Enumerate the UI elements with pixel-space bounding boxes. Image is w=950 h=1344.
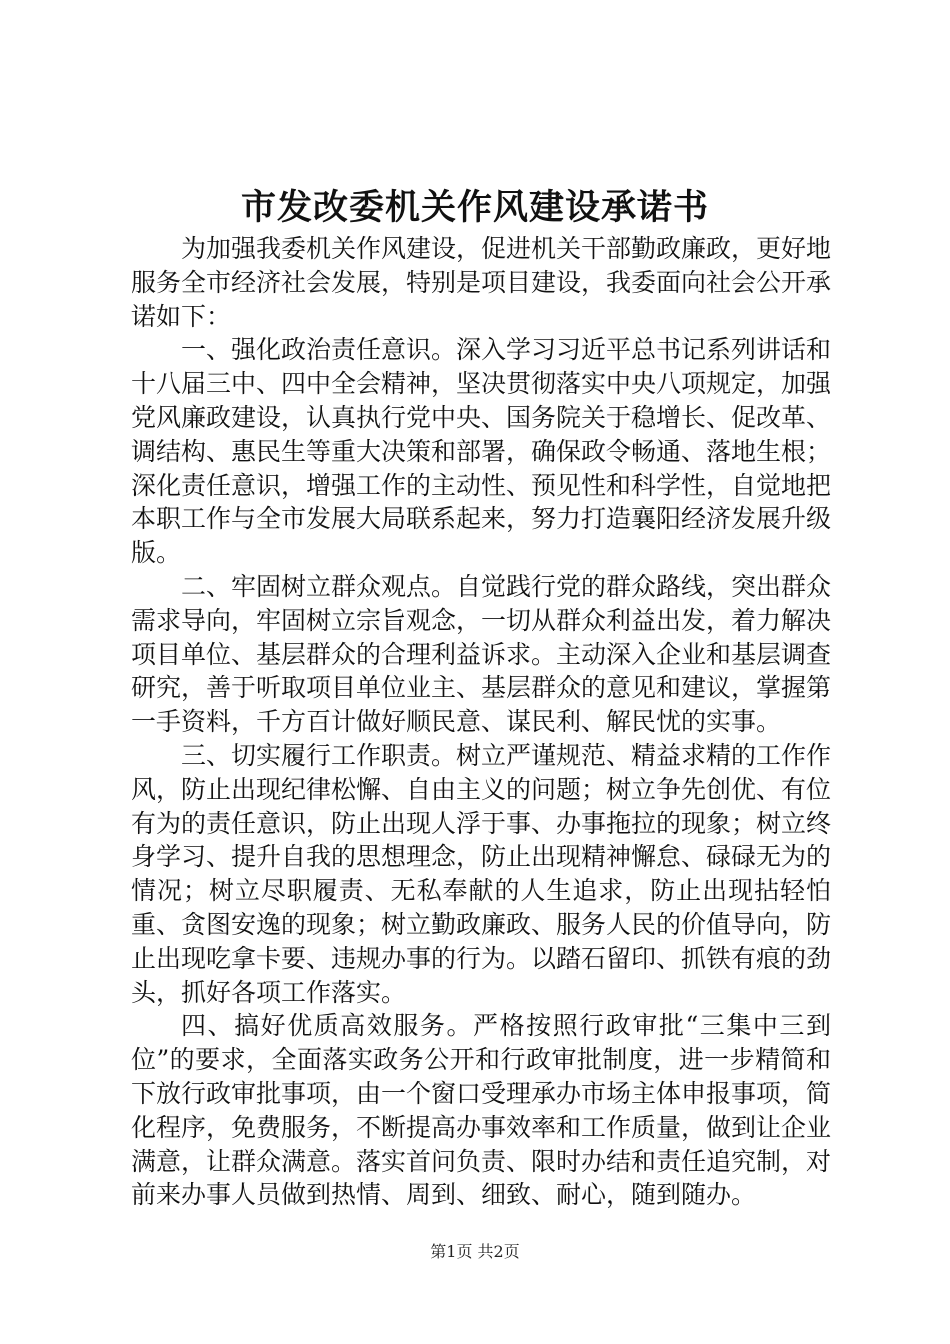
paragraph-intro: 为加强我委机关作风建设，促进机关干部勤政廉政，更好地服务全市经济社会发展，特别是项目建设，我委面向社会公开承诺如下： xyxy=(131,234,832,331)
paragraph-section-4: 四、搞好优质高效服务。严格按照行政审批“三集中三到位”的要求，全面落实政务公开和行政审批制度，进一步精简和下放行政审批事项，由一个窗口受理承办市场主体申报事项，简化程序，免费服务，不断提高办事效率和工作质量，做到让企业满意，让群众满意。落实首问负责、限时办结和责任追究制，对前来办事人员做到热情、周到、细致、耐心，随到随办。 xyxy=(131,1011,832,1210)
paragraph-section-3: 三、切实履行工作职责。树立严谨规范、精益求精的工作作风，防止出现纪律松懈、自由主义的问题；树立争先创优、有位有为的责任意识，防止出现人浮于事、办事拖拉的现象；树立终身学习、提升自我的思想理念，防止出现精神懈怠、碌碌无为的情况；树立尽职履责、无私奉献的人生追求，防止出现拈轻怕重、贪图安逸的现象；树立勤政廉政、服务人民的价值导向，防止出现吃拿卡要、违规办事的行为。以踏石留印、抓铁有痕的劲头，抓好各项工作落实。 xyxy=(131,740,832,1007)
document-body xyxy=(131,232,831,1212)
page-title: 市发改委机关作风建设承诺书 xyxy=(240,187,709,228)
paragraph-section-2: 二、牢固树立群众观点。自觉践行党的群众路线，突出群众需求导向，牢固树立宗旨观念，一切从群众利益出发，着力解决项目单位、基层群众的合理利益诉求。主动深入企业和基层调查研究，善于听取项目单位业主、基层群众的意见和建议，掌握第一手资料，千方百计做好顺民意、谋民利、解民忧的实事。 xyxy=(131,571,832,737)
paragraph-section-1: 一、强化政治责任意识。深入学习习近平总书记系列讲话和十八届三中、四中全会精神，坚决贯彻落实中央八项规定，加强党风廉政建设，认真执行党中央、国务院关于稳增长、促改革、调结构、惠民生等重大决策和部署，确保政令畅通、落地生根；深化责任意识，增强工作的主动性、预见性和科学性，自觉地把本职工作与全市发展大局联系起来，努力打造襄阳经济发展升级版。 xyxy=(131,335,832,568)
page-number-footer: 第1页 共2页 xyxy=(430,1242,520,1261)
